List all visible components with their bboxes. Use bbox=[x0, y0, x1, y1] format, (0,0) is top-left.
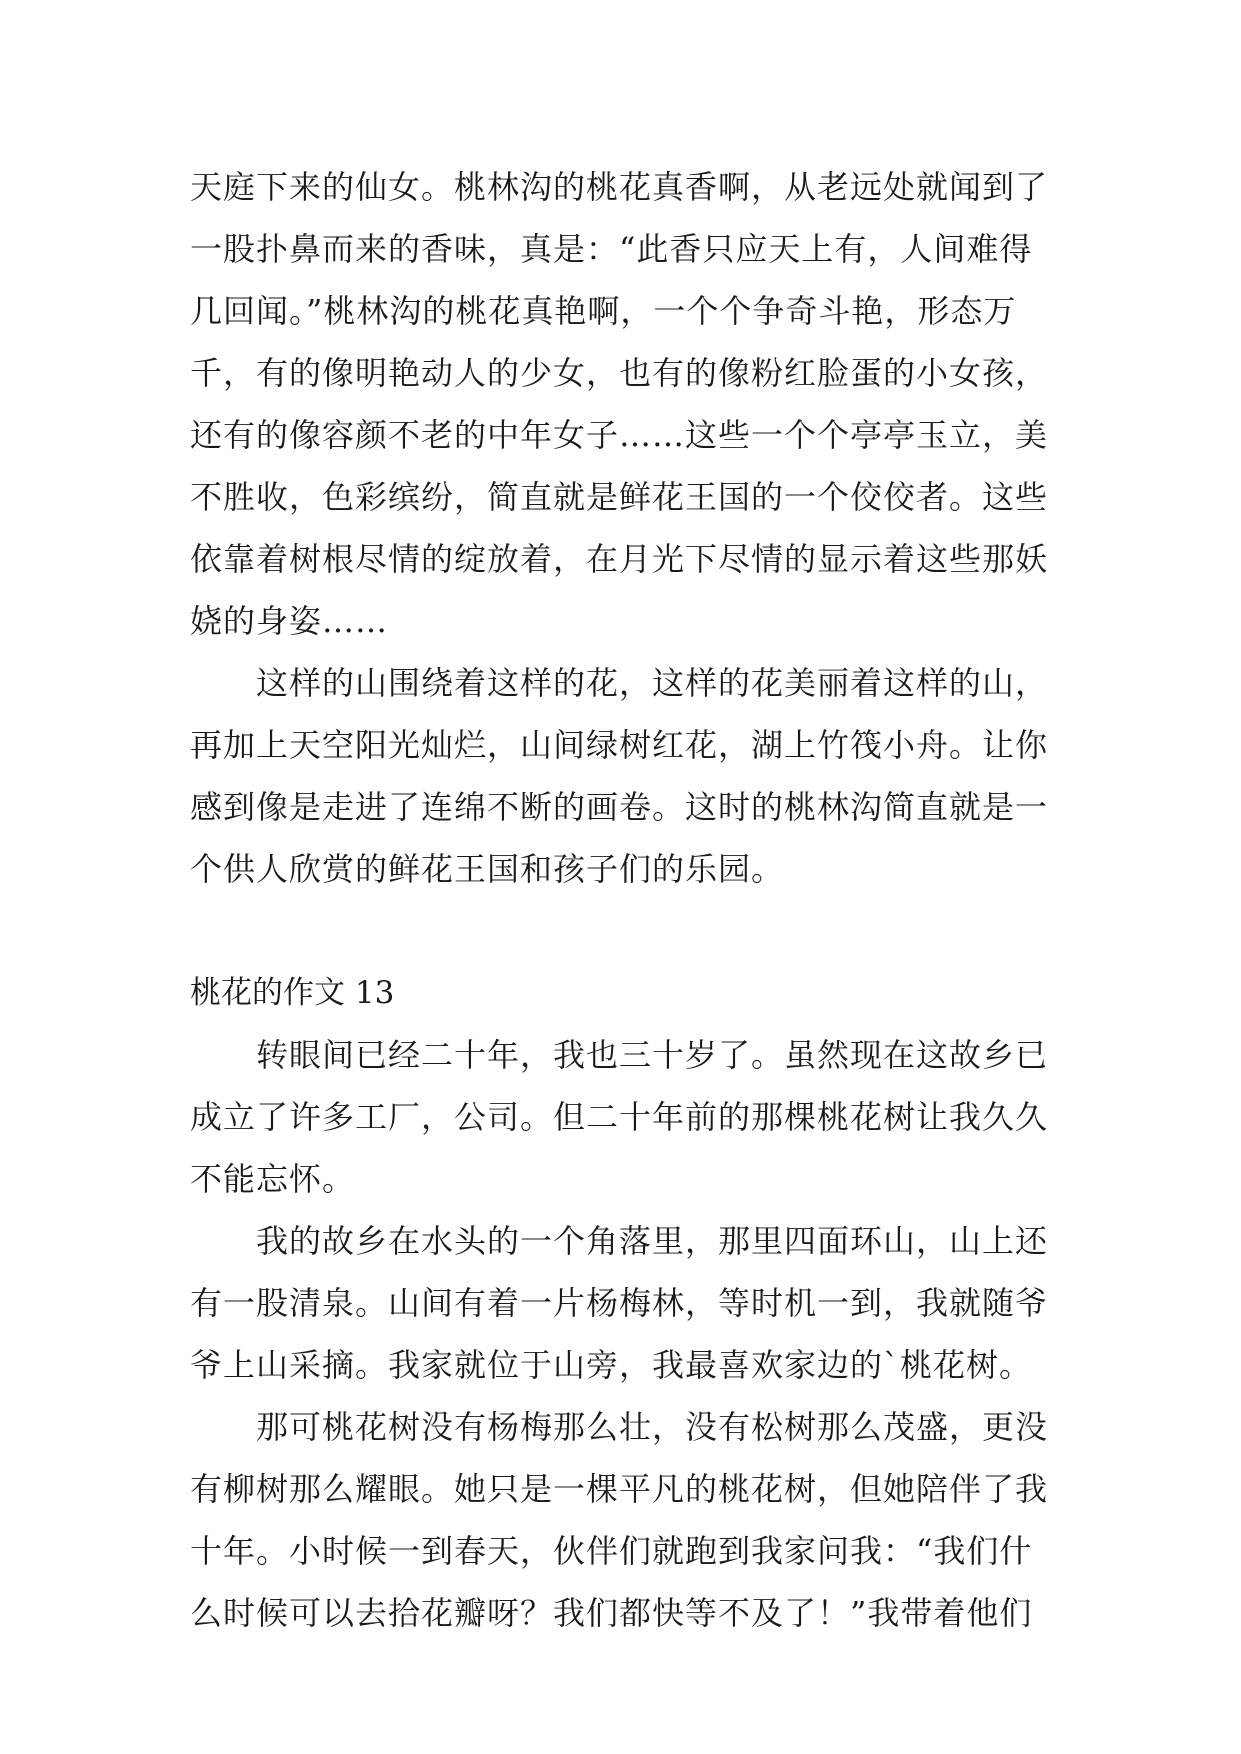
text-line: 我的故乡在水头的一个角落里，那里四面环山，山上还 bbox=[256, 1222, 1049, 1260]
text-line: 有柳树那么耀眼。她只是一棵平凡的桃花树，但她陪伴了我 bbox=[190, 1470, 1049, 1508]
text-line: 娆的身姿…… bbox=[190, 602, 389, 640]
text-line: 天庭下来的仙女。桃林沟的桃花真香啊，从老远处就闻到了 bbox=[190, 168, 1049, 206]
text-line: 感到像是走进了连绵不断的画卷。这时的桃林沟简直就是一 bbox=[190, 788, 1049, 826]
text-line: 么时候可以去拾花瓣呀？我们都快等不及了！”我带着他们 bbox=[190, 1594, 1033, 1632]
text-line: 转眼间已经二十年，我也三十岁了。虽然现在这故乡已 bbox=[256, 1036, 1049, 1074]
text-line: 几回闻。”桃林沟的桃花真艳啊，一个个争奇斗艳，形态万 bbox=[190, 292, 1017, 330]
blank-line bbox=[190, 900, 1052, 962]
text-line: 这样的山围绕着这样的花，这样的花美丽着这样的山， bbox=[256, 664, 1049, 702]
paragraph-continuation bbox=[190, 156, 1052, 652]
text-line: 成立了许多工厂，公司。但二十年前的那棵桃花树让我久久 bbox=[190, 1098, 1049, 1136]
text-line: 有一股清泉。山间有着一片杨梅林，等时机一到，我就随爷 bbox=[190, 1284, 1049, 1322]
text-line: 不能忘怀。 bbox=[190, 1160, 356, 1198]
text-line: 爷上山采摘。我家就位于山旁，我最喜欢家边的`桃花树。 bbox=[190, 1346, 1033, 1384]
text-line: 还有的像容颜不老的中年女子……这些一个个亭亭玉立，美 bbox=[190, 416, 1049, 454]
paragraph bbox=[190, 652, 1052, 900]
text-line: 一股扑鼻而来的香味，真是：“此香只应天上有，人间难得 bbox=[190, 230, 1033, 268]
section-heading: 桃花的作文 13 bbox=[190, 975, 395, 1011]
text-line: 那可桃花树没有杨梅那么壮，没有松树那么茂盛，更没 bbox=[256, 1408, 1049, 1446]
paragraph bbox=[190, 1024, 1052, 1210]
text-line: 再加上天空阳光灿烂，山间绿树红花，湖上竹筏小舟。让你 bbox=[190, 726, 1049, 764]
text-line: 十年。小时候一到春天，伙伴们就跑到我家问我：“我们什 bbox=[190, 1532, 1033, 1570]
text-line: 不胜收，色彩缤纷，简直就是鲜花王国的一个佼佼者。这些 bbox=[190, 478, 1049, 516]
text-line: 个供人欣赏的鲜花王国和孩子们的乐园。 bbox=[190, 850, 785, 888]
text-line: 千，有的像明艳动人的少女，也有的像粉红脸蛋的小女孩， bbox=[190, 354, 1049, 392]
document-body bbox=[190, 156, 1052, 1644]
paragraph bbox=[190, 1210, 1052, 1396]
text-line: 依靠着树根尽情的绽放着，在月光下尽情的显示着这些那妖 bbox=[190, 540, 1049, 578]
paragraph bbox=[190, 1396, 1052, 1644]
